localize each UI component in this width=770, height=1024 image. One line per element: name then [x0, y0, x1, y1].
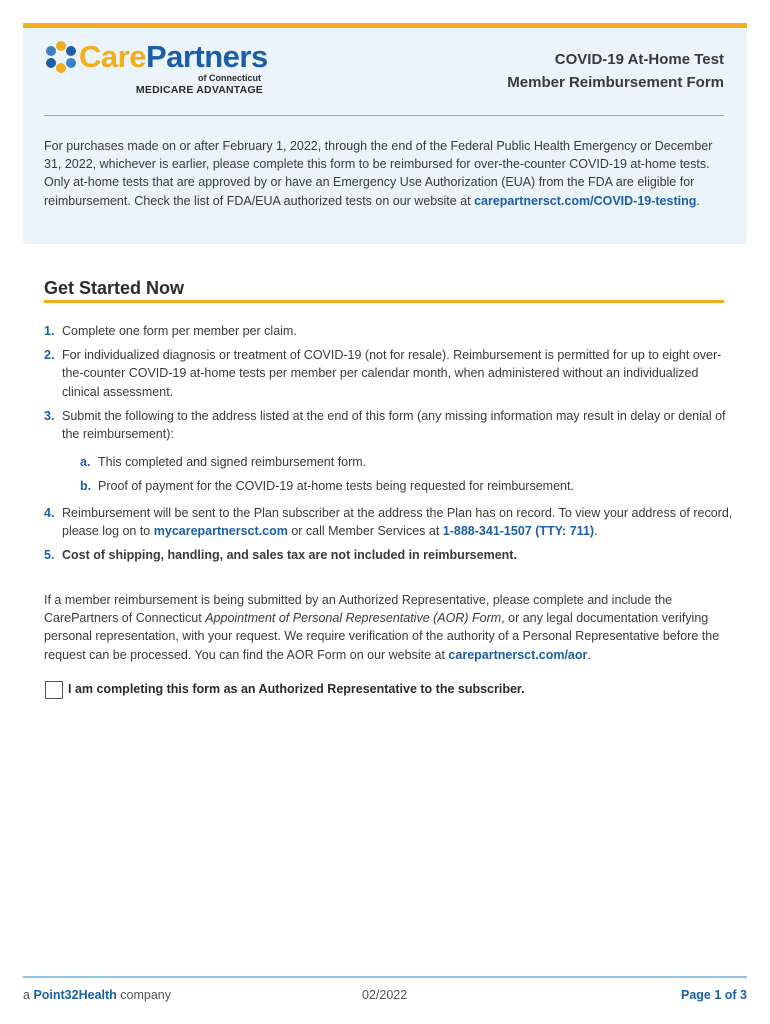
logo-subtitle: of Connecticut [198, 73, 261, 83]
steps-list [44, 322, 734, 570]
form-title-line2: Member Reimbursement Form [507, 74, 724, 91]
form-title-line1: COVID-19 At-Home Test [554, 51, 724, 68]
footer-company: a Point32Health company [23, 988, 171, 1002]
intro-paragraph: For purchases made on or after February 1, 2022, through the end of the Federal Public Health Emergency or December 31, 2022, whichever is earlier, please complete this form to be reimbursed for over-the-counter COVID-19 at-home tests. Only at-home tests that are approved by or have an Emergency Use Authorization (EUA) from the FDA are eligible for reimbursement. Check the list of FDA/EUA authorized tests on our website at carepartnersct.com/COVID-19-testing. [44, 139, 713, 208]
list-item: 2. For individualized diagnosis or treatment of COVID-19 (not for resale). Reimbursement is permitted for up to eight over-the-counter COVID-19 at-home tests per member per calendar month, when administered without an individualized clinical assessment. [44, 348, 722, 399]
logo-mark-icon [44, 40, 78, 74]
list-subitem: b. Proof of payment for the COVID-19 at-home tests being requested for reimbursement. [80, 479, 574, 494]
footer-divider [23, 976, 747, 978]
aor-form-link[interactable]: carepartnersct.com/aor [448, 647, 588, 662]
carepartners-logo [44, 40, 269, 100]
list-item: 1. Complete one form per member per claim. [44, 324, 297, 338]
member-services-phone-link[interactable]: 1-888-341-1507 (TTY: 711) [442, 523, 595, 538]
covid-testing-link[interactable]: carepartnersct.com/COVID-19-testing [474, 193, 697, 208]
aor-paragraph: If a member reimbursement is being submitted by an Authorized Representative, please complete and include the CarePartners of Connecticut Appointment of Personal Representative (AOR) Form, or any legal documentation verifying personal representation, with your request. We require verification of the authority of a Personal Representative before the request can be processed. You can find the AOR Form on our website at carepartnersct.com/aor. [44, 593, 720, 662]
header-divider [44, 115, 724, 116]
heading-underline [44, 300, 724, 303]
authorized-rep-checkbox[interactable] [45, 681, 63, 699]
list-item: 4. Reimbursement will be sent to the Plan subscriber at the address the Plan has on record. To view your address of record, please log on to mycarepartnersct.com or call Member Services at 1-888-341-1507 (TTY: 711). [44, 505, 733, 538]
list-subitem: a. This completed and signed reimbursement form. [80, 455, 367, 470]
mycarepartnersct-link[interactable]: mycarepartnersct.com [153, 523, 288, 538]
point32health-logo: Point32Health [33, 988, 117, 1002]
logo-wordmark: CarePartners [79, 39, 268, 74]
logo-product: MEDICARE ADVANTAGE [135, 84, 263, 96]
authorized-rep-label: I am completing this form as an Authorized Representative to the subscriber. [68, 682, 525, 696]
section-heading: Get Started Now [44, 278, 185, 298]
footer-date: 02/2022 [362, 988, 408, 1002]
list-item: 3. Submit the following to the address listed at the end of this form (any missing information may result in delay or denial of the reimbursement): a. This completed and signed reimbursement form. b. Proof of payment for the COVID-19 at-home tests being requested for reimbursement. [44, 407, 734, 496]
form-title [507, 48, 724, 94]
page-number: Page 1 of 3 [681, 988, 747, 1002]
list-item: 5. Cost of shipping, handling, and sales tax are not included in reimbursement. [44, 548, 517, 563]
